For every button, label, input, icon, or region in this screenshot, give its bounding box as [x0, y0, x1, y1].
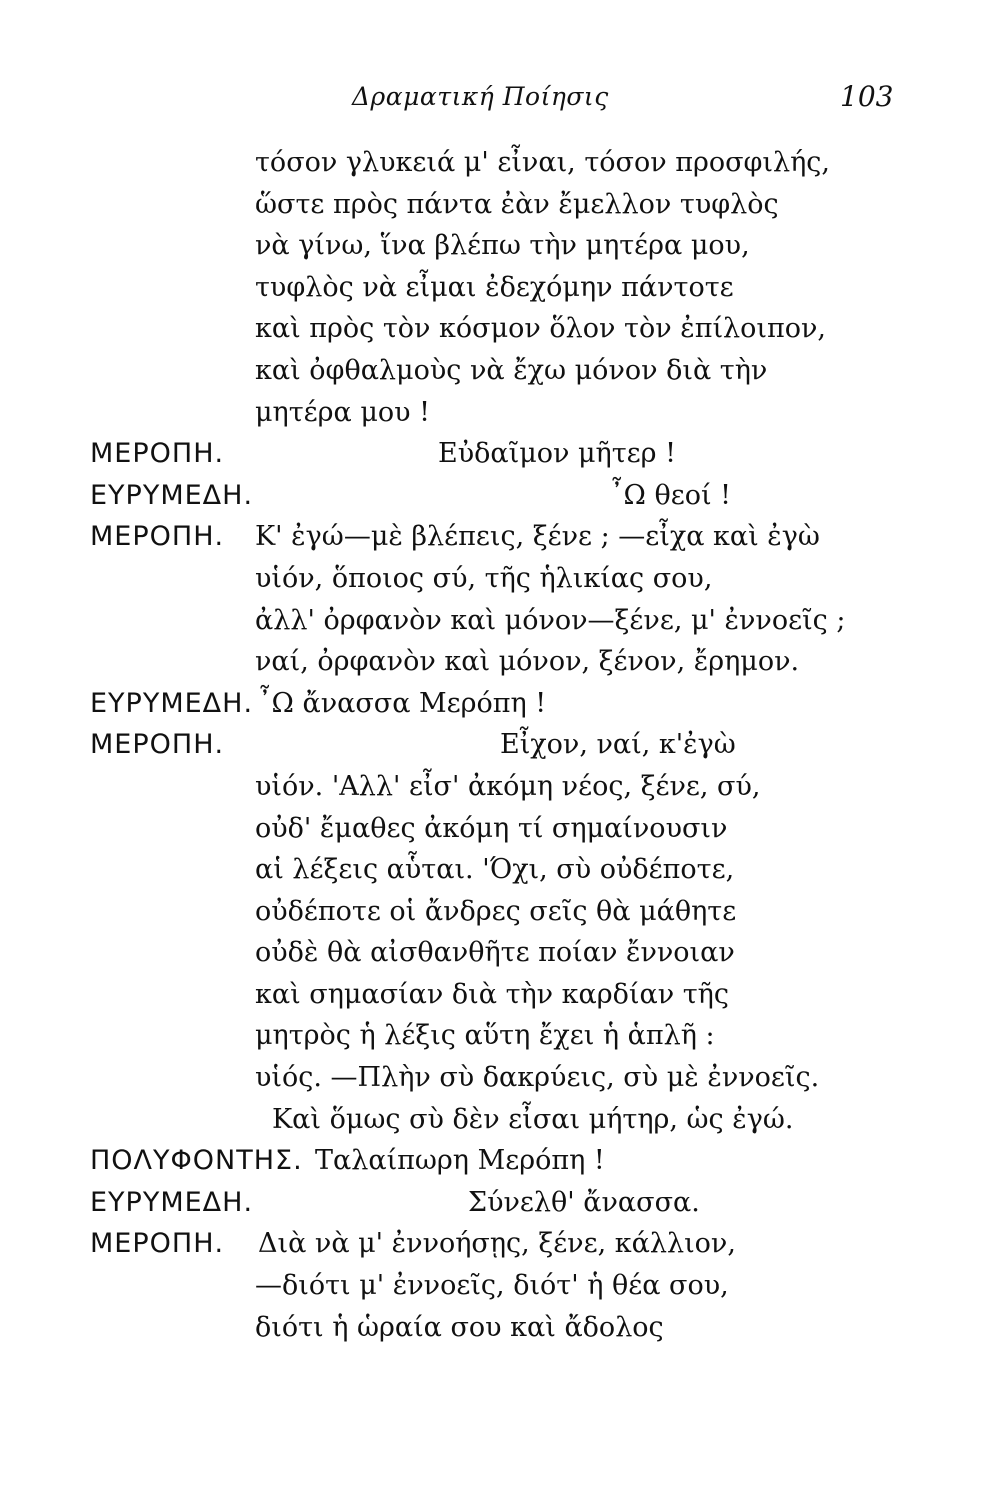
verse-text: Εὐδαῖμον μῆτερ ! [438, 438, 676, 470]
verse-text: υἱός. —Πλὴν σὺ δακρύεις, σὺ μὲ ἐννοεῖς. [255, 1062, 820, 1094]
verse-line [0, 1057, 988, 1099]
verse-text: τυφλὸς νὰ εἶμαι ἐδεχόμην πάντοτε [255, 271, 734, 303]
verse-text: οὐδ' ἔμαθες ἀκόμη τί σημαίνουσιν [255, 812, 728, 844]
verse-text: διότι ἡ ὡραία σου καὶ ἄδολος [255, 1311, 664, 1343]
dialogue-line [0, 724, 988, 766]
verse-line [0, 350, 988, 392]
page-number: 103 [840, 80, 894, 113]
verse-line [0, 1099, 988, 1141]
running-head [0, 82, 988, 122]
verse-line [0, 1015, 988, 1057]
dialogue-line [0, 1182, 988, 1224]
dialogue-line [0, 516, 988, 558]
verse-line [0, 808, 988, 850]
verse-line [0, 308, 988, 350]
verse-line [0, 891, 988, 933]
verse-text: αἱ λέξεις αὗται. 'Όχι, σὺ οὐδέποτε, [255, 854, 735, 886]
speaker-name: ΜΕΡΟΠΗ. [90, 438, 225, 470]
verse-text: Καὶ ὅμως σὺ δὲν εἶσαι μήτηρ, ὡς ἐγώ. [272, 1103, 794, 1135]
speaker-name: ΕΥΡΥΜΕΔΗ. [90, 479, 254, 511]
verse-line [0, 267, 988, 309]
verse-line [0, 1265, 988, 1307]
speaker-name: ΜΕΡΟΠΗ. [90, 1228, 225, 1260]
verse-line [0, 641, 988, 683]
verse-line [0, 600, 988, 642]
verse-line [0, 225, 988, 267]
verse-text: καὶ σημασίαν διὰ τὴν καρδίαν τῆς [255, 978, 729, 1010]
verse-text: καὶ πρὸς τὸν κόσμον ὅλον τὸν ἐπίλοιπον, [255, 313, 826, 345]
verse-text: υἱόν, ὅποιος σύ, τῆς ἡλικίας σου, [255, 562, 713, 594]
verse-text: Εἶχον, ναί, κ'ἐγὼ [500, 729, 736, 761]
speaker-name: ΕΥΡΥΜΕΔΗ. [90, 1186, 254, 1218]
speaker-name: ΜΕΡΟΠΗ. [90, 521, 225, 553]
verse-line [0, 849, 988, 891]
verse-line [0, 1307, 988, 1349]
speaker-name: ΕΥΡΥΜΕΔΗ. [90, 687, 254, 719]
verse-line [0, 142, 988, 184]
dialogue-line [0, 683, 988, 725]
running-title: Δραματική Ποίησις [352, 82, 609, 111]
speaker-name: ΜΕΡΟΠΗ. [90, 729, 225, 761]
verse-text: Ταλαίπωρη Μερόπη ! [315, 1145, 605, 1177]
verse-text: ἀλλ' ὀρφανὸν καὶ μόνον—ξένε, μ' ἐννοεῖς ; [255, 604, 846, 636]
verse-text: υἱόν. 'Αλλ' εἶσ' ἀκόμη νέος, ξένε, σύ, [255, 770, 761, 802]
verse-text: οὐδὲ θὰ αἰσθανθῆτε ποίαν ἔννοιαν [255, 937, 735, 969]
verse-text: μητέρα μου ! [255, 396, 430, 428]
verse-text: —διότι μ' ἐννοεῖς, διότ' ἡ θέα σου, [255, 1270, 729, 1302]
verse-line [0, 932, 988, 974]
verse-text: καὶ ὀφθαλμοὺς νὰ ἔχω μόνον διὰ τὴν [255, 354, 768, 386]
verse-text: νὰ γίνω, ἵνα βλέπω τὴν μητέρα μου, [255, 230, 750, 262]
verse-text: ῏Ω ἄνασσα Μερόπη ! [258, 687, 547, 719]
verse-text: Διὰ νὰ μ' ἐννοήσῃς, ξένε, κάλλιον, [258, 1228, 736, 1260]
verse-text: ῏Ω θεοί ! [610, 479, 731, 511]
dialogue-line [0, 1223, 988, 1265]
verse-line [0, 766, 988, 808]
verse-text: μητρὸς ἡ λέξις αὕτη ἔχει ἡ ἁπλῆ : [255, 1020, 715, 1052]
verse-text: Σύνελθ' ἄνασσα. [468, 1186, 700, 1218]
verse-text: οὐδέποτε οἱ ἄνδρες σεῖς θὰ μάθητε [255, 895, 737, 927]
verse-line [0, 558, 988, 600]
verse-text: ὥστε πρὸς πάντα ἐὰν ἔμελλον τυφλὸς [255, 188, 779, 220]
verse-line [0, 974, 988, 1016]
verse-text: τόσον γλυκειά μ' εἶναι, τόσον προσφιλής, [255, 147, 830, 178]
verse-line [0, 184, 988, 226]
play-text [0, 142, 988, 1348]
verse-text: ναί, ὀρφανὸν καὶ μόνον, ξένον, ἔρημον. [255, 646, 800, 678]
verse-line [0, 392, 988, 434]
verse-text: Κ' ἐγώ—μὲ βλέπεις, ξένε ; —εἶχα καὶ ἐγὼ [255, 521, 820, 553]
dialogue-line [0, 433, 988, 475]
speaker-name: ΠΟΛΥΦΟΝΤΗΣ. [90, 1145, 303, 1177]
dialogue-line [0, 1140, 988, 1182]
dialogue-line [0, 475, 988, 517]
